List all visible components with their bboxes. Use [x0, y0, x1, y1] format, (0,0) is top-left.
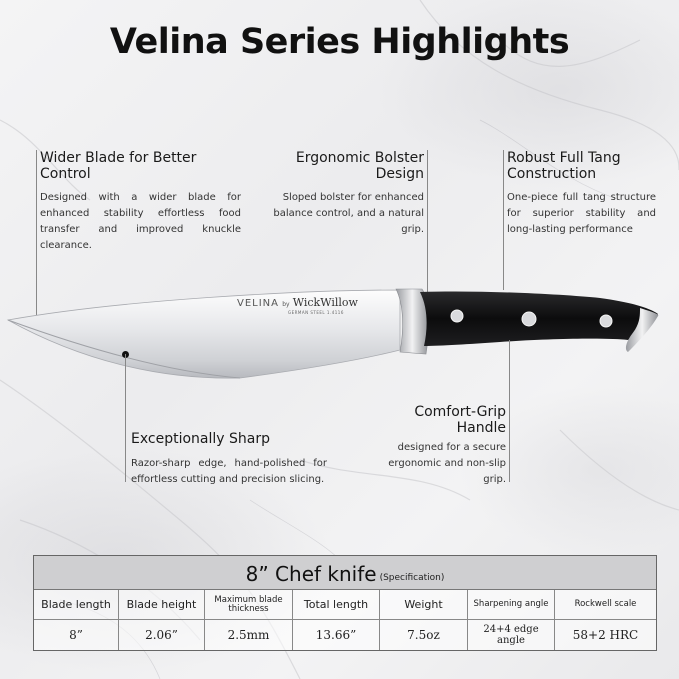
page-title: Velina Series Highlights [109, 22, 570, 62]
callout-line-full-tang [503, 150, 504, 290]
spec-header-max-thickness: Maximum blade thickness [205, 590, 293, 619]
feature-title-handle: Comfort-Grip Handle [414, 404, 506, 436]
spec-header-blade-height: Blade height [119, 590, 205, 619]
callout-line-handle [509, 340, 510, 482]
spec-subtitle: (Specification) [379, 573, 445, 583]
feature-title-sharp: Exceptionally Sharp [131, 431, 270, 447]
spec-table-header [34, 556, 656, 590]
spec-header-blade-length: Blade length [34, 590, 119, 619]
spec-title: 8” Chef knife [245, 562, 377, 586]
brand-by: by [282, 301, 290, 308]
feature-title-bolster: Ergonomic Bolster Design [295, 150, 424, 182]
spec-value-sharpening-angle: 24+4 edge angle [468, 620, 555, 650]
feature-desc-sharp: Razor-sharp edge, hand-polished for effortless cutting and precision slicing. [131, 458, 327, 485]
spec-value-rockwell: 58+2 HRC [572, 628, 639, 642]
feature-desc-wider-blade: Designed with a wider blade for enhanced stability effortless food transfer and improved knuckle clearance. [40, 192, 241, 251]
spec-header-sharpening-angle: Sharpening angle [468, 590, 555, 619]
spec-header-rockwell: Rockwell scale [574, 599, 637, 609]
brand-sub: GERMAN STEEL 1.4116 [288, 310, 344, 315]
knife-brand-mark [237, 296, 358, 309]
spec-value-max-thickness: 2.5mm [205, 620, 293, 650]
feature-title-wider-blade: Wider Blade for Better Control [40, 150, 197, 182]
feature-desc-bolster: Sloped bolster for enhanced balance control, and a natural grip. [273, 192, 424, 235]
brand-line: VELINA [237, 298, 280, 309]
spec-value-blade-height: 2.06” [119, 620, 205, 650]
callout-line-sharp [125, 354, 126, 482]
spec-value-row [34, 620, 656, 650]
spec-value-blade-length: 8” [34, 620, 119, 650]
spec-table [33, 555, 657, 651]
brand-name: WickWillow [292, 296, 358, 309]
feature-desc-full-tang: One-piece full tang structure for superior stability and long-lasting performance [507, 192, 656, 235]
spec-value-total-length: 13.66” [293, 620, 380, 650]
callout-line-bolster [427, 150, 428, 295]
spec-header-total-length: Total length [293, 590, 380, 619]
spec-header-row [34, 590, 656, 620]
feature-title-full-tang: Robust Full Tang Construction [507, 150, 621, 182]
spec-header-weight: Weight [380, 590, 468, 619]
feature-desc-handle: designed for a secure ergonomic and non-slip grip. [388, 442, 506, 485]
spec-value-weight: 7.5oz [380, 620, 468, 650]
